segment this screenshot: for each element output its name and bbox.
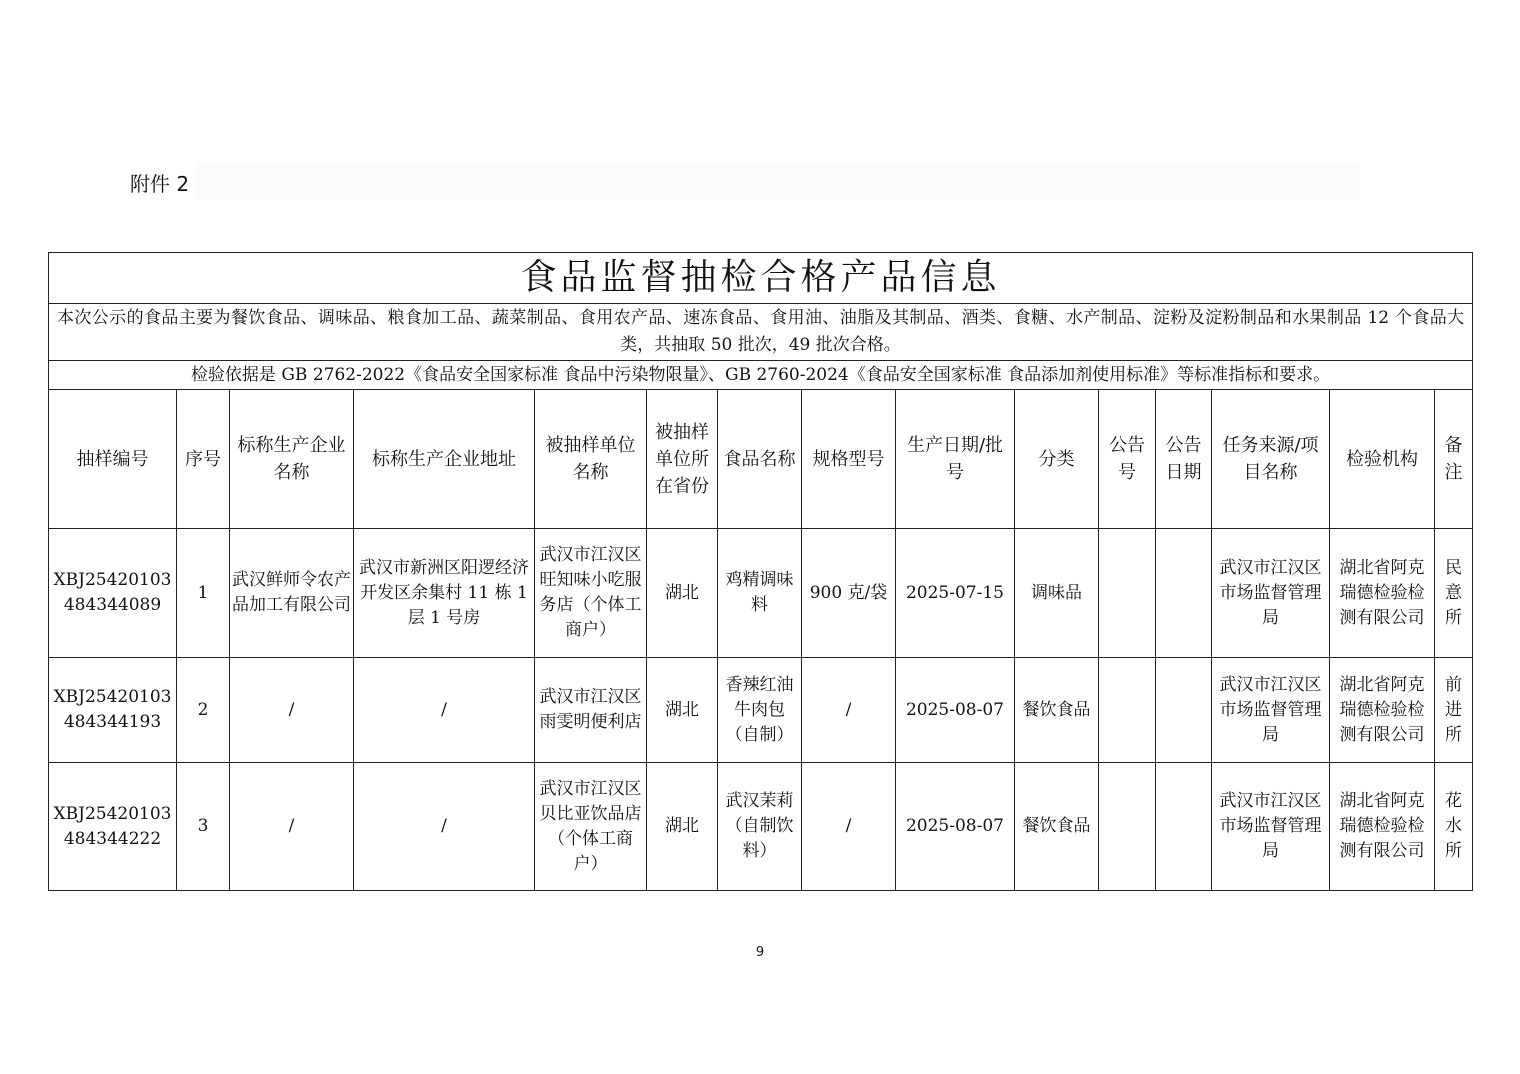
cell-manufacturer-address: / bbox=[354, 763, 535, 891]
cell-spec: 900 克/袋 bbox=[802, 529, 896, 658]
table-row bbox=[49, 658, 1473, 763]
inspection-basis: 检验依据是 GB 2762-2022《食品安全国家标准 食品中污染物限量》、GB 2760-2024《食品安全国家标准 食品添加剂使用标准》等标准指标和要求。 bbox=[49, 361, 1473, 390]
attachment-label: 附件 2 bbox=[130, 172, 190, 196]
header-sampled-unit: 被抽样单位名称 bbox=[535, 390, 647, 529]
cell-sampled-unit: 武汉市江汉区贝比亚饮品店（个体工商户） bbox=[535, 763, 647, 891]
header-food-name: 食品名称 bbox=[718, 390, 802, 529]
header-remarks: 备注 bbox=[1435, 390, 1473, 529]
cell-inspection-agency: 湖北省阿克瑞德检验检测有限公司 bbox=[1330, 529, 1435, 658]
cell-inspection-agency: 湖北省阿克瑞德检验检测有限公司 bbox=[1330, 763, 1435, 891]
cell-production-date: 2025-08-07 bbox=[896, 763, 1015, 891]
cell-remarks: 花水所 bbox=[1435, 763, 1473, 891]
cell-notice-date bbox=[1156, 763, 1212, 891]
cell-seq: 1 bbox=[177, 529, 230, 658]
cell-production-date: 2025-08-07 bbox=[896, 658, 1015, 763]
header-production-date: 生产日期/批号 bbox=[896, 390, 1015, 529]
cell-notice-date bbox=[1156, 658, 1212, 763]
cell-seq: 2 bbox=[177, 658, 230, 763]
header-notice-no: 公告号 bbox=[1099, 390, 1156, 529]
cell-province: 湖北 bbox=[647, 658, 718, 763]
cell-food-name: 鸡精调味料 bbox=[718, 529, 802, 658]
header-manufacturer: 标称生产企业名称 bbox=[230, 390, 354, 529]
cell-production-date: 2025-07-15 bbox=[896, 529, 1015, 658]
cell-task-source: 武汉市江汉区市场监督管理局 bbox=[1212, 763, 1330, 891]
cell-notice-no bbox=[1099, 763, 1156, 891]
cell-inspection-agency: 湖北省阿克瑞德检验检测有限公司 bbox=[1330, 658, 1435, 763]
table-row bbox=[49, 763, 1473, 891]
table-row bbox=[49, 529, 1473, 658]
cell-food-name: 武汉茉莉（自制饮料） bbox=[718, 763, 802, 891]
header-seq: 序号 bbox=[177, 390, 230, 529]
header-inspection-agency: 检验机构 bbox=[1330, 390, 1435, 529]
cell-province: 湖北 bbox=[647, 529, 718, 658]
inspection-table bbox=[48, 252, 1473, 891]
page-number: 9 bbox=[755, 945, 765, 960]
cell-manufacturer: / bbox=[230, 763, 354, 891]
cell-sample-id: XBJ25420103484344222 bbox=[49, 763, 177, 891]
header-spec: 规格型号 bbox=[802, 390, 896, 529]
header-task-source: 任务来源/项目名称 bbox=[1212, 390, 1330, 529]
cell-food-name: 香辣红油牛肉包（自制） bbox=[718, 658, 802, 763]
cell-seq: 3 bbox=[177, 763, 230, 891]
cell-remarks: 民意所 bbox=[1435, 529, 1473, 658]
cell-remarks: 前进所 bbox=[1435, 658, 1473, 763]
cell-task-source: 武汉市江汉区市场监督管理局 bbox=[1212, 529, 1330, 658]
cell-notice-no bbox=[1099, 529, 1156, 658]
attachment-band bbox=[195, 162, 1360, 200]
cell-category: 调味品 bbox=[1015, 529, 1099, 658]
table-description: 本次公示的食品主要为餐饮食品、调味品、粮食加工品、蔬菜制品、食用农产品、速冻食品、食用油、油脂及其制品、酒类、食糖、水产制品、淀粉及淀粉制品和水果制品 12 个食品大类，共抽取 50 批次，49 批次合格。 bbox=[49, 304, 1473, 361]
cell-task-source: 武汉市江汉区市场监督管理局 bbox=[1212, 658, 1330, 763]
cell-province: 湖北 bbox=[647, 763, 718, 891]
cell-manufacturer: 武汉鲜师令农产品加工有限公司 bbox=[230, 529, 354, 658]
cell-notice-date bbox=[1156, 529, 1212, 658]
header-manufacturer-address: 标称生产企业地址 bbox=[354, 390, 535, 529]
cell-sampled-unit: 武汉市江汉区旺知味小吃服务店（个体工商户） bbox=[535, 529, 647, 658]
table-header-row bbox=[49, 390, 1473, 529]
header-sample-id: 抽样编号 bbox=[49, 390, 177, 529]
cell-spec: / bbox=[802, 658, 896, 763]
cell-sampled-unit: 武汉市江汉区雨雯明便利店 bbox=[535, 658, 647, 763]
cell-manufacturer-address: 武汉市新洲区阳逻经济开发区余集村 11 栋 1 层 1 号房 bbox=[354, 529, 535, 658]
header-category: 分类 bbox=[1015, 390, 1099, 529]
cell-category: 餐饮食品 bbox=[1015, 763, 1099, 891]
cell-manufacturer: / bbox=[230, 658, 354, 763]
cell-notice-no bbox=[1099, 658, 1156, 763]
cell-sample-id: XBJ25420103484344193 bbox=[49, 658, 177, 763]
header-notice-date: 公告日期 bbox=[1156, 390, 1212, 529]
cell-spec: / bbox=[802, 763, 896, 891]
table-title: 食品监督抽检合格产品信息 bbox=[49, 253, 1473, 304]
cell-sample-id: XBJ25420103484344089 bbox=[49, 529, 177, 658]
cell-manufacturer-address: / bbox=[354, 658, 535, 763]
cell-category: 餐饮食品 bbox=[1015, 658, 1099, 763]
header-province: 被抽样单位所在省份 bbox=[647, 390, 718, 529]
